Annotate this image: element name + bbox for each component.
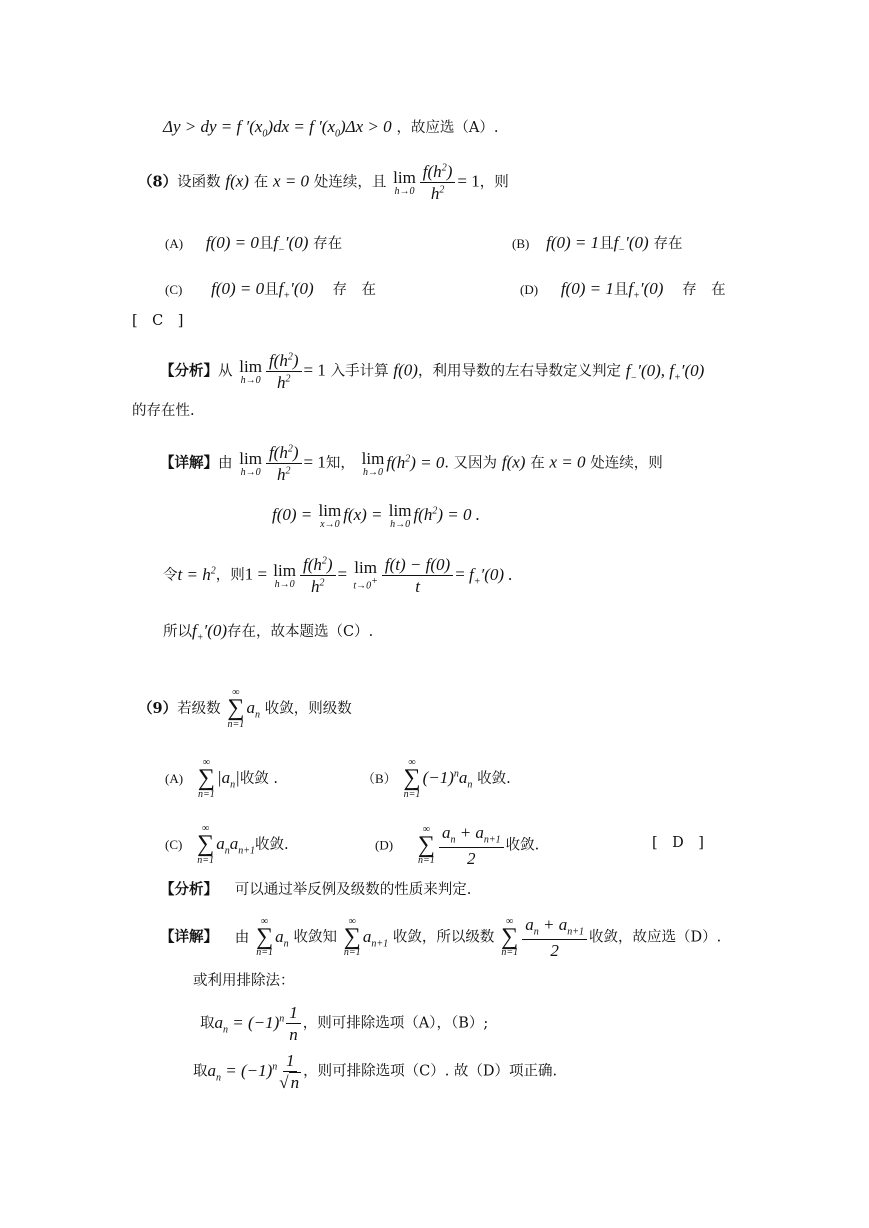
text: 知， bbox=[325, 455, 355, 472]
limit: lim h→0 bbox=[239, 356, 262, 386]
text: ，利用导数的左右导数定义判定 bbox=[417, 363, 621, 380]
text: 从 bbox=[218, 363, 233, 380]
text: 所以 bbox=[163, 624, 192, 640]
option-8a bbox=[165, 234, 342, 255]
summation: ∞ ∑ n=1 bbox=[417, 823, 435, 867]
counterexample-1 bbox=[200, 1004, 488, 1043]
text: 存 在 bbox=[332, 282, 376, 298]
text: 收敛知 bbox=[293, 929, 337, 946]
limit: lim h→0 bbox=[239, 448, 262, 478]
formula: f(x) bbox=[501, 452, 526, 472]
option-label: (B) bbox=[512, 236, 530, 251]
answer-8: [ C ] bbox=[132, 313, 184, 329]
formula: f(0) = bbox=[272, 505, 317, 524]
limit: lim x→0 bbox=[318, 501, 342, 530]
text: 若级数 bbox=[177, 700, 221, 717]
detail-8-formula bbox=[272, 502, 480, 530]
text: 可以通过举反例及级数的性质来判定. bbox=[234, 882, 472, 898]
formula: $f_+'(0)$ . bbox=[469, 564, 513, 587]
option-label: (C) bbox=[165, 836, 183, 852]
text: 存在 bbox=[653, 236, 683, 252]
question-8-stem: （8）设函数 f(x) 在 x = 0 处连续，且 lim h→0 $\frac{f(h^2)}{h^2}$ = 1，则 bbox=[138, 162, 509, 203]
text: 取 bbox=[193, 1063, 208, 1080]
text: ，故应选（A）. bbox=[396, 120, 499, 136]
formula: $f_+'(0)$ bbox=[192, 621, 228, 644]
text: 收敛，则级数 bbox=[264, 700, 352, 717]
fraction: $\frac{f(h^2)}{h^2}$ bbox=[266, 352, 302, 391]
text: 收敛. bbox=[254, 836, 289, 853]
line-1 bbox=[163, 118, 499, 139]
counterexample-2 bbox=[193, 1052, 557, 1091]
summation: ∞ ∑ n=1 bbox=[343, 915, 361, 959]
alt-method: 或利用排除法： bbox=[193, 973, 295, 989]
option-9a bbox=[165, 758, 278, 800]
answer-9: [ D ] bbox=[652, 835, 704, 851]
limit: lim t→0+ bbox=[353, 558, 378, 592]
formula: $a_na_{n+1}$ bbox=[216, 833, 255, 857]
option-label: (A) bbox=[165, 770, 184, 786]
formula-x-eq-0: x = 0 bbox=[273, 171, 310, 191]
text: 收敛，故应选（D）. bbox=[589, 929, 722, 946]
text: 收敛，所以级数 bbox=[392, 929, 495, 946]
formula: $a_n = (-1)^n$ bbox=[207, 1060, 278, 1083]
text: 处连续，且 bbox=[313, 174, 387, 191]
option-8d bbox=[520, 280, 726, 301]
text: 令 bbox=[163, 567, 178, 584]
analysis-8-cont: 的存在性. bbox=[132, 403, 195, 419]
formula: $|a_n|$ bbox=[216, 767, 240, 791]
summation: ∞ ∑ n=1 bbox=[501, 915, 519, 959]
formula: $a_n$ bbox=[246, 697, 260, 721]
fraction: $\frac{f(h^2)}{h^2}$ bbox=[266, 444, 302, 483]
summation: ∞ ∑ n=1 bbox=[227, 687, 245, 730]
formula: f(0) = 0且$f_+'(0)$ bbox=[211, 279, 314, 302]
fraction: $\frac{a_n + a_{n+1}}{2}$ bbox=[439, 824, 504, 867]
tag: 【分析】 bbox=[160, 362, 218, 380]
text: 处连续，则 bbox=[590, 455, 663, 472]
option-9b bbox=[362, 758, 511, 800]
text: 收敛 . bbox=[239, 770, 279, 787]
tag: 【详解】 bbox=[160, 454, 218, 472]
formula: $(-1)^na_n$ bbox=[422, 767, 473, 791]
analysis-8: 【分析】从 lim h→0 $\frac{f(h^2)}{h^2}$ = 1 入手计算 f(0)，利用导数的左右导数定义判定 $f_-'(0)$, $f_+'(0)$ bbox=[160, 351, 705, 392]
conclusion-8 bbox=[163, 622, 373, 643]
formula-delta-y: Δy > dy = f $'(x_0)dx = f$ $'(x_0)\Delta x > 0$ bbox=[163, 117, 392, 140]
option-9c bbox=[165, 824, 289, 866]
summation: ∞ ∑ n=1 bbox=[197, 757, 215, 800]
text: ，则可排除选项（A），（B）; bbox=[302, 1015, 489, 1032]
text: 在 bbox=[530, 455, 545, 472]
text: 存在，故本题选（C）. bbox=[227, 624, 374, 640]
tag: 【分析】 bbox=[160, 881, 218, 898]
formula: f(0) = 1且$f_-'(0)$ bbox=[546, 233, 649, 256]
option-label: (D) bbox=[375, 837, 394, 853]
option-label: (A) bbox=[165, 236, 184, 251]
fraction: $\frac{f(h^2)}{h^2}$ bbox=[420, 163, 456, 202]
detail-8: 【详解】由 lim h→0 $\frac{f(h^2)}{h^2}$ = 1知， lim h→0 $f(h^2) = 0$. 又因为 f(x) 在 x = 0 处连续，则 bbox=[160, 443, 663, 484]
formula: f(x) = bbox=[343, 505, 387, 524]
formula: $a_n$ bbox=[275, 926, 289, 950]
text: 收敛. bbox=[477, 770, 511, 787]
text: 存 在 bbox=[682, 282, 726, 298]
text: 存在 bbox=[313, 236, 343, 252]
option-8b bbox=[512, 234, 682, 255]
option-label: （B） bbox=[362, 770, 397, 786]
limit: lim h→0 bbox=[361, 448, 385, 478]
limit: lim h→0 bbox=[273, 560, 296, 590]
analysis-9 bbox=[160, 882, 471, 898]
fraction: $\frac{a_n + a_{n+1}}{2}$ bbox=[522, 916, 587, 959]
question-9-stem bbox=[138, 688, 352, 730]
detail-9 bbox=[160, 916, 721, 959]
formula: x = 0 bbox=[549, 452, 586, 472]
formula: $f_-'(0)$, $f_+'(0)$ bbox=[625, 360, 705, 383]
formula: $t = h^2$ bbox=[177, 564, 216, 584]
option-label: (D) bbox=[520, 282, 539, 297]
summation: ∞ ∑ n=1 bbox=[256, 915, 274, 959]
limit: lim h→0 bbox=[393, 167, 416, 197]
limit: lim h→0 bbox=[388, 501, 412, 530]
text: 由 bbox=[218, 455, 233, 472]
text: ，则 bbox=[215, 567, 245, 584]
formula: $f(h^2) = 0$ bbox=[386, 452, 445, 472]
fraction: $\frac{f(h^2)}{h^2}$ bbox=[300, 556, 336, 595]
text: 在 bbox=[253, 174, 269, 191]
summation: ∞ ∑ n=1 bbox=[403, 757, 421, 800]
tag: 【详解】 bbox=[160, 928, 218, 946]
text: 设函数 bbox=[177, 174, 221, 191]
formula: $f(h^2) = 0$ . bbox=[413, 505, 480, 524]
formula: $a_n = (-1)^n$ bbox=[214, 1012, 285, 1035]
option-label: (C) bbox=[165, 282, 183, 297]
option-9d bbox=[375, 824, 539, 867]
question-number: （8） bbox=[138, 173, 178, 191]
fraction: $\frac{1}{√ n}$ bbox=[279, 1051, 300, 1092]
text: 取 bbox=[200, 1015, 215, 1032]
fraction: $\frac{f(t) - f(0)}{t}$ bbox=[382, 556, 453, 595]
formula: $a_{n+1}$ bbox=[362, 926, 389, 950]
text: 收敛. bbox=[505, 837, 540, 854]
text: ，则可排除选项（C）. 故（D）项正确. bbox=[303, 1063, 558, 1080]
formula-fx: f(x) bbox=[225, 171, 249, 191]
text: . 又因为 bbox=[444, 455, 498, 472]
summation: ∞ ∑ n=1 bbox=[197, 823, 215, 866]
text: 由 bbox=[234, 929, 250, 946]
detail-8-let: 令$t = h^2$，则1 = lim h→0 $\frac{f(h^2)}{h^2}$ = lim t→0+ $\frac{f(t) - f(0)}{t}$ = $f_+'(0)$ . bbox=[163, 555, 513, 596]
formula: f(0) bbox=[393, 360, 418, 380]
option-8c bbox=[165, 280, 376, 301]
text: ，则 bbox=[479, 174, 509, 191]
text: 入手计算 bbox=[330, 363, 389, 380]
question-number: （9） bbox=[138, 699, 178, 717]
formula: f(0) = 1且$f_+'(0)$ bbox=[560, 279, 664, 302]
fraction: $\frac{1}{n}$ bbox=[286, 1004, 301, 1043]
formula: f(0) = 0且$f_-'(0)$ bbox=[205, 233, 309, 256]
